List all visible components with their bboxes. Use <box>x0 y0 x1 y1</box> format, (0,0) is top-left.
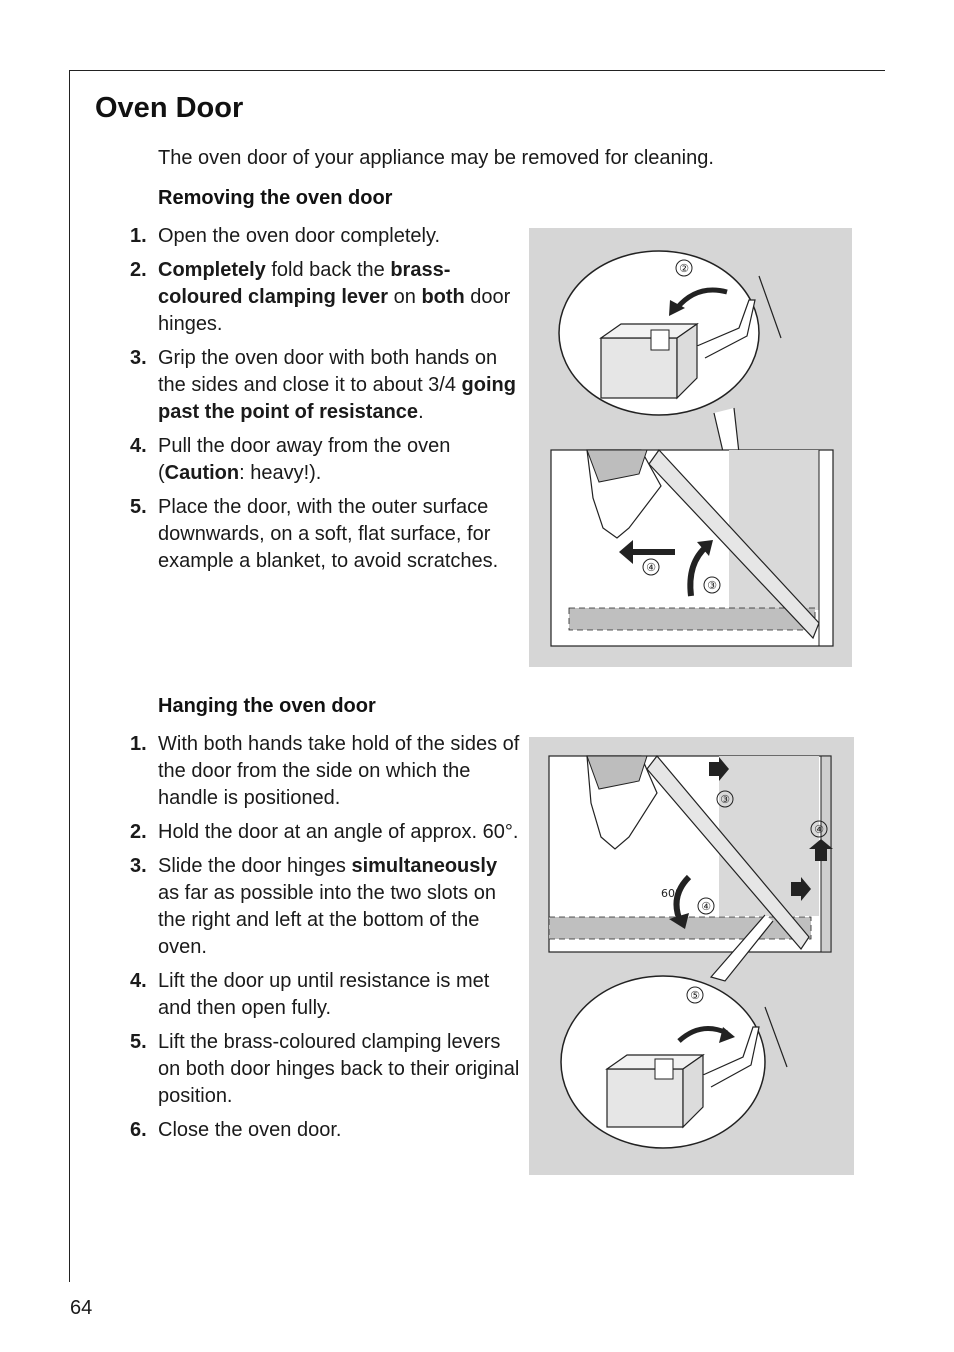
removing-steps-list <box>130 223 522 582</box>
callout-3: ③ <box>720 793 730 806</box>
removing-step-3 <box>130 345 522 426</box>
step-number: 1. <box>130 733 147 755</box>
step-emphasis: going past the point of resistance <box>158 374 516 423</box>
step-emphasis: brass-coloured clamping lever <box>158 259 451 308</box>
intro-text: The oven door of your appliance may be removed for cleaning. <box>158 147 714 169</box>
hanging-door-drawing <box>529 737 854 1175</box>
step-number: 2. <box>130 821 147 843</box>
step-emphasis: Caution <box>164 462 240 484</box>
step-text: Place the door, with the outer surface downwards, on a soft, flat surface, for example a blanket, to avoid scratches. <box>158 496 499 572</box>
callout-5: ⑤ <box>690 989 700 1002</box>
hanging-step-1 <box>130 731 522 812</box>
hinge-slot <box>655 1059 673 1079</box>
hanging-step-5 <box>130 1029 522 1110</box>
hanging-heading: Hanging the oven door <box>158 695 376 717</box>
removing-heading: Removing the oven door <box>158 187 393 209</box>
bottom-rail <box>569 608 815 630</box>
removing-step-2 <box>130 257 522 338</box>
step-number: 4. <box>130 970 147 992</box>
step-text: Pull the door away from the oven ( <box>158 435 451 484</box>
step-text: . <box>418 401 424 423</box>
callout-4-left: ④ <box>701 900 711 913</box>
step-number: 5. <box>130 496 147 518</box>
top-rule <box>69 70 885 71</box>
angle-label: 60° <box>661 887 681 900</box>
left-rule <box>69 70 70 1282</box>
removing-step-1 <box>130 223 522 250</box>
hanging-door-illustration <box>529 737 854 1175</box>
hanging-step-6 <box>130 1117 522 1144</box>
step-text: Lift the brass-coloured clamping levers on both door hinges back to their original position. <box>158 1031 520 1107</box>
step-text: Slide the door hinges <box>158 855 352 877</box>
step-number: 6. <box>130 1119 147 1141</box>
step-text: Grip the oven door with both hands on the sides and close it to about 3/4 <box>158 347 498 396</box>
page-number: 64 <box>70 1297 93 1319</box>
callout-2: ② <box>679 262 689 275</box>
step-number: 5. <box>130 1031 147 1053</box>
step-emphasis: Completely <box>158 259 266 281</box>
callout-4-right: ④ <box>814 823 824 836</box>
step-number: 4. <box>130 435 147 457</box>
oven-frame-line <box>765 1007 787 1067</box>
step-text: on <box>388 286 422 308</box>
step-text: With both hands take hold of the sides of the door from the side on which the handle is positioned. <box>158 733 520 809</box>
removing-step-5 <box>130 494 522 575</box>
step-number: 3. <box>130 347 147 369</box>
oven-frame-line <box>759 276 781 338</box>
removing-step-4 <box>130 433 522 487</box>
step-text: Close the oven door. <box>158 1119 342 1141</box>
step-text: fold back the <box>265 259 391 281</box>
step-number: 3. <box>130 855 147 877</box>
removing-door-illustration <box>529 228 852 667</box>
step-text: door hinges. <box>158 286 511 335</box>
callout-3: ③ <box>707 579 717 592</box>
detail-pointer <box>714 408 739 456</box>
hanging-step-4 <box>130 968 522 1022</box>
page-title: Oven Door <box>95 92 244 124</box>
hinge-slot <box>651 330 669 350</box>
step-number: 1. <box>130 225 147 247</box>
step-text: Hold the door at an angle of approx. 60°. <box>158 821 519 843</box>
hanging-step-2 <box>130 819 522 846</box>
step-emphasis: both <box>421 286 465 308</box>
step-number: 2. <box>130 259 147 281</box>
step-text: : heavy!). <box>239 462 322 484</box>
hanging-steps-list <box>130 731 522 1151</box>
callout-4: ④ <box>646 561 656 574</box>
step-emphasis: simultaneously <box>351 855 498 877</box>
removing-door-drawing <box>529 228 852 667</box>
step-text: Open the oven door completely. <box>158 225 441 247</box>
step-text: Lift the door up until resistance is met and then open fully. <box>158 970 490 1019</box>
step-text: as far as possible into the two slots on the right and left at the bottom of the oven. <box>158 882 496 958</box>
hanging-step-3 <box>130 853 522 961</box>
